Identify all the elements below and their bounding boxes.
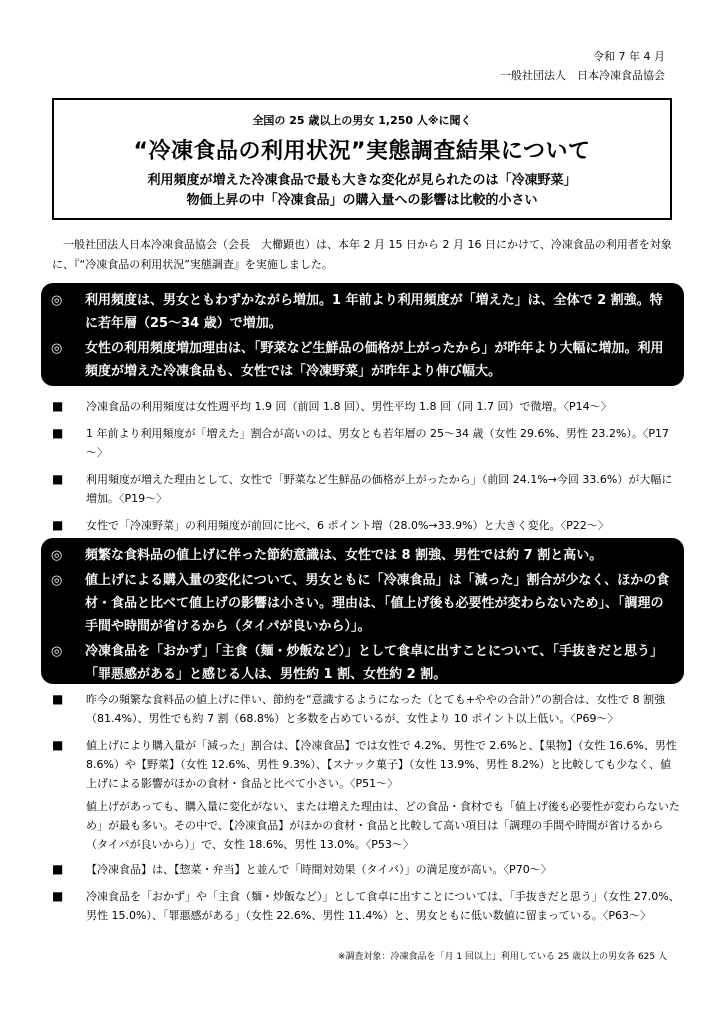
square-bullet-icon <box>52 860 86 879</box>
square-bullet-icon <box>52 736 86 793</box>
detail-text: 値上げにより購入量が「減った」割合は、【冷凍食品】では女性で 4.2%、男性で 2.6%と、【果物】（女性 16.6%、男性 8.6%）や【野菜】（女性 12.6%、男性 9.3%）、【スナック菓子】（女性 13.9%、男性 8.2%）と比較しても少なく、値上げによる影響がほかの食材・食品と比べて小さい。〈P51～〉 <box>86 739 677 790</box>
highlight-item <box>51 289 672 335</box>
detail-text: 冷凍食品を「おかず」や「主食（麺・炒飯など）」として食卓に出すことについては、「手抜きだと思う」（女性 27.0%、男性 15.0%）、「罪悪感がある」（女性 22.6%、男性 11.4%）と、男女ともに低い数値に留まっている。〈P63～〉 <box>86 890 680 922</box>
detail-item <box>52 860 680 879</box>
intro-paragraph: 一般社団法人日本冷凍食品協会（会長 大櫛顕也）は、本年 2 月 15 日から 2 月 16 日にかけて、冷凍食品の利用者を対象に、『“冷凍食品の利用状況”実態調査』を実施しました。 <box>52 238 672 271</box>
detail-item <box>52 516 680 535</box>
double-circle-icon <box>51 544 85 567</box>
highlight-item <box>51 337 672 383</box>
detail-text: 【冷凍食品】は、【惣菜・弁当】と並んで「時間対効果（タイパ）」の満足度が高い。〈P70～〉 <box>86 863 552 876</box>
detail-item <box>52 424 680 462</box>
detail-text: 昨今の頻繁な食料品の値上げに伴い、節約を“意識するようになった（とても+ややの合計）”の割合は、女性で 8 割強（81.4%）、男性でも約 7 割（68.8%）と多数を占めているが、女性より 10 ポイント以上低い。〈P69～〉 <box>86 693 666 725</box>
highlight-text: 頻繁な食料品の値上げに伴った節約意識は、女性では 8 割強、男性では約 7 割と高い。 <box>85 548 603 563</box>
detail-list-1 <box>52 397 680 543</box>
detail-text: 女性で「冷凍野菜」の利用頻度が前回に比べ、6 ポイント増（28.0%→33.9%）と大きく変化。〈P22～〉 <box>86 519 609 532</box>
highlight-item <box>51 640 672 686</box>
detail-item <box>52 397 680 416</box>
square-bullet-icon <box>52 516 86 535</box>
title-box <box>52 98 672 220</box>
detail-item <box>52 690 680 728</box>
detail-text: 冷凍食品の利用頻度は女性週平均 1.9 回（前回 1.8 回）、男性平均 1.8 回（同 1.7 回）で微増。〈P14～〉 <box>86 400 612 413</box>
document-title: “冷凍食品の利用状況”実態調査結果について <box>133 139 591 164</box>
detail-item <box>52 887 680 925</box>
double-circle-icon <box>51 640 85 686</box>
detail-item <box>52 470 680 508</box>
highlight-item <box>51 569 672 638</box>
detail-item <box>52 736 680 793</box>
double-circle-icon <box>51 289 85 335</box>
square-bullet-icon <box>52 470 86 508</box>
highlight-text: 利用頻度は、男女ともわずかながら増加。1 年前より利用頻度が「増えた」は、全体で 2 割強。特に若年層（25～34 歳）で増加。 <box>85 293 663 331</box>
detail-list-2 <box>52 690 680 933</box>
detail-text: 利用頻度が増えた理由として、女性で「野菜など生鮮品の価格が上がったから」（前回 24.1%→今回 33.6%）が大幅に増加。〈P19～〉 <box>86 473 673 505</box>
organization-name: 一般社団法人 日本冷凍食品協会 <box>500 69 665 82</box>
tagline-2: 物価上昇の中「冷凍食品」の購入量への影響は比較的小さい <box>186 193 538 208</box>
highlight-text: 女性の利用頻度増加理由は、「野菜など生鮮品の価格が上がったから」が昨年より大幅に増加。利用頻度が増えた冷凍食品も、女性では「冷凍野菜」が昨年より伸び幅大。 <box>85 341 664 379</box>
survey-subtitle: 全国の 25 歳以上の男女 1,250 人※に聞く <box>252 114 472 127</box>
square-bullet-icon <box>52 887 86 925</box>
release-date: 令和 7 年 4 月 <box>593 50 665 63</box>
square-bullet-icon <box>52 690 86 728</box>
detail-note: 値上げがあっても、購入量に変化がない、または増えた理由は、どの食品・食材でも「値上げ後も必要性が変わらないため」が最も多い。その中で、【冷凍食品】がほかの食材・食品と比較して高い項目は「調理の手間や時間が省けるから（タイパが良いから）」で、女性 18.6%、男性 13.0%。〈P53～〉 <box>86 800 680 851</box>
highlight-block-2 <box>41 538 684 684</box>
highlight-item <box>51 544 672 567</box>
survey-footnote: ※調査対象：冷凍食品を「月 1 回以上」利用している 25 歳以上の男女各 625 人 <box>337 952 667 962</box>
double-circle-icon <box>51 337 85 383</box>
highlight-text: 冷凍食品を「おかず」「主食（麺・炒飯など）」として食卓に出すことについて、「手抜きだと思う」「罪悪感がある」と感じる人は、男性約 1 割、女性約 2 割。 <box>85 644 663 682</box>
square-bullet-icon <box>52 397 86 416</box>
highlight-block-1 <box>41 283 684 386</box>
square-bullet-icon <box>52 424 86 462</box>
tagline-1: 利用頻度が増えた冷凍食品で最も大きな変化が見られたのは「冷凍野菜」 <box>147 173 577 188</box>
detail-text: 1 年前より利用頻度が「増えた」割合が高いのは、男女とも若年層の 25～34 歳（女性 29.6%、男性 23.2%）。〈P17～〉 <box>86 427 669 459</box>
double-circle-icon <box>51 569 85 638</box>
highlight-text: 値上げによる購入量の変化について、男女ともに「冷凍食品」は「減った」割合が少なく、ほかの食材・食品と比べて値上げの影響は小さい。理由は、「値上げ後も必要性が変わらないため」、「調理の手間や時間が省けるから（タイパが良いから）」。 <box>85 573 670 634</box>
